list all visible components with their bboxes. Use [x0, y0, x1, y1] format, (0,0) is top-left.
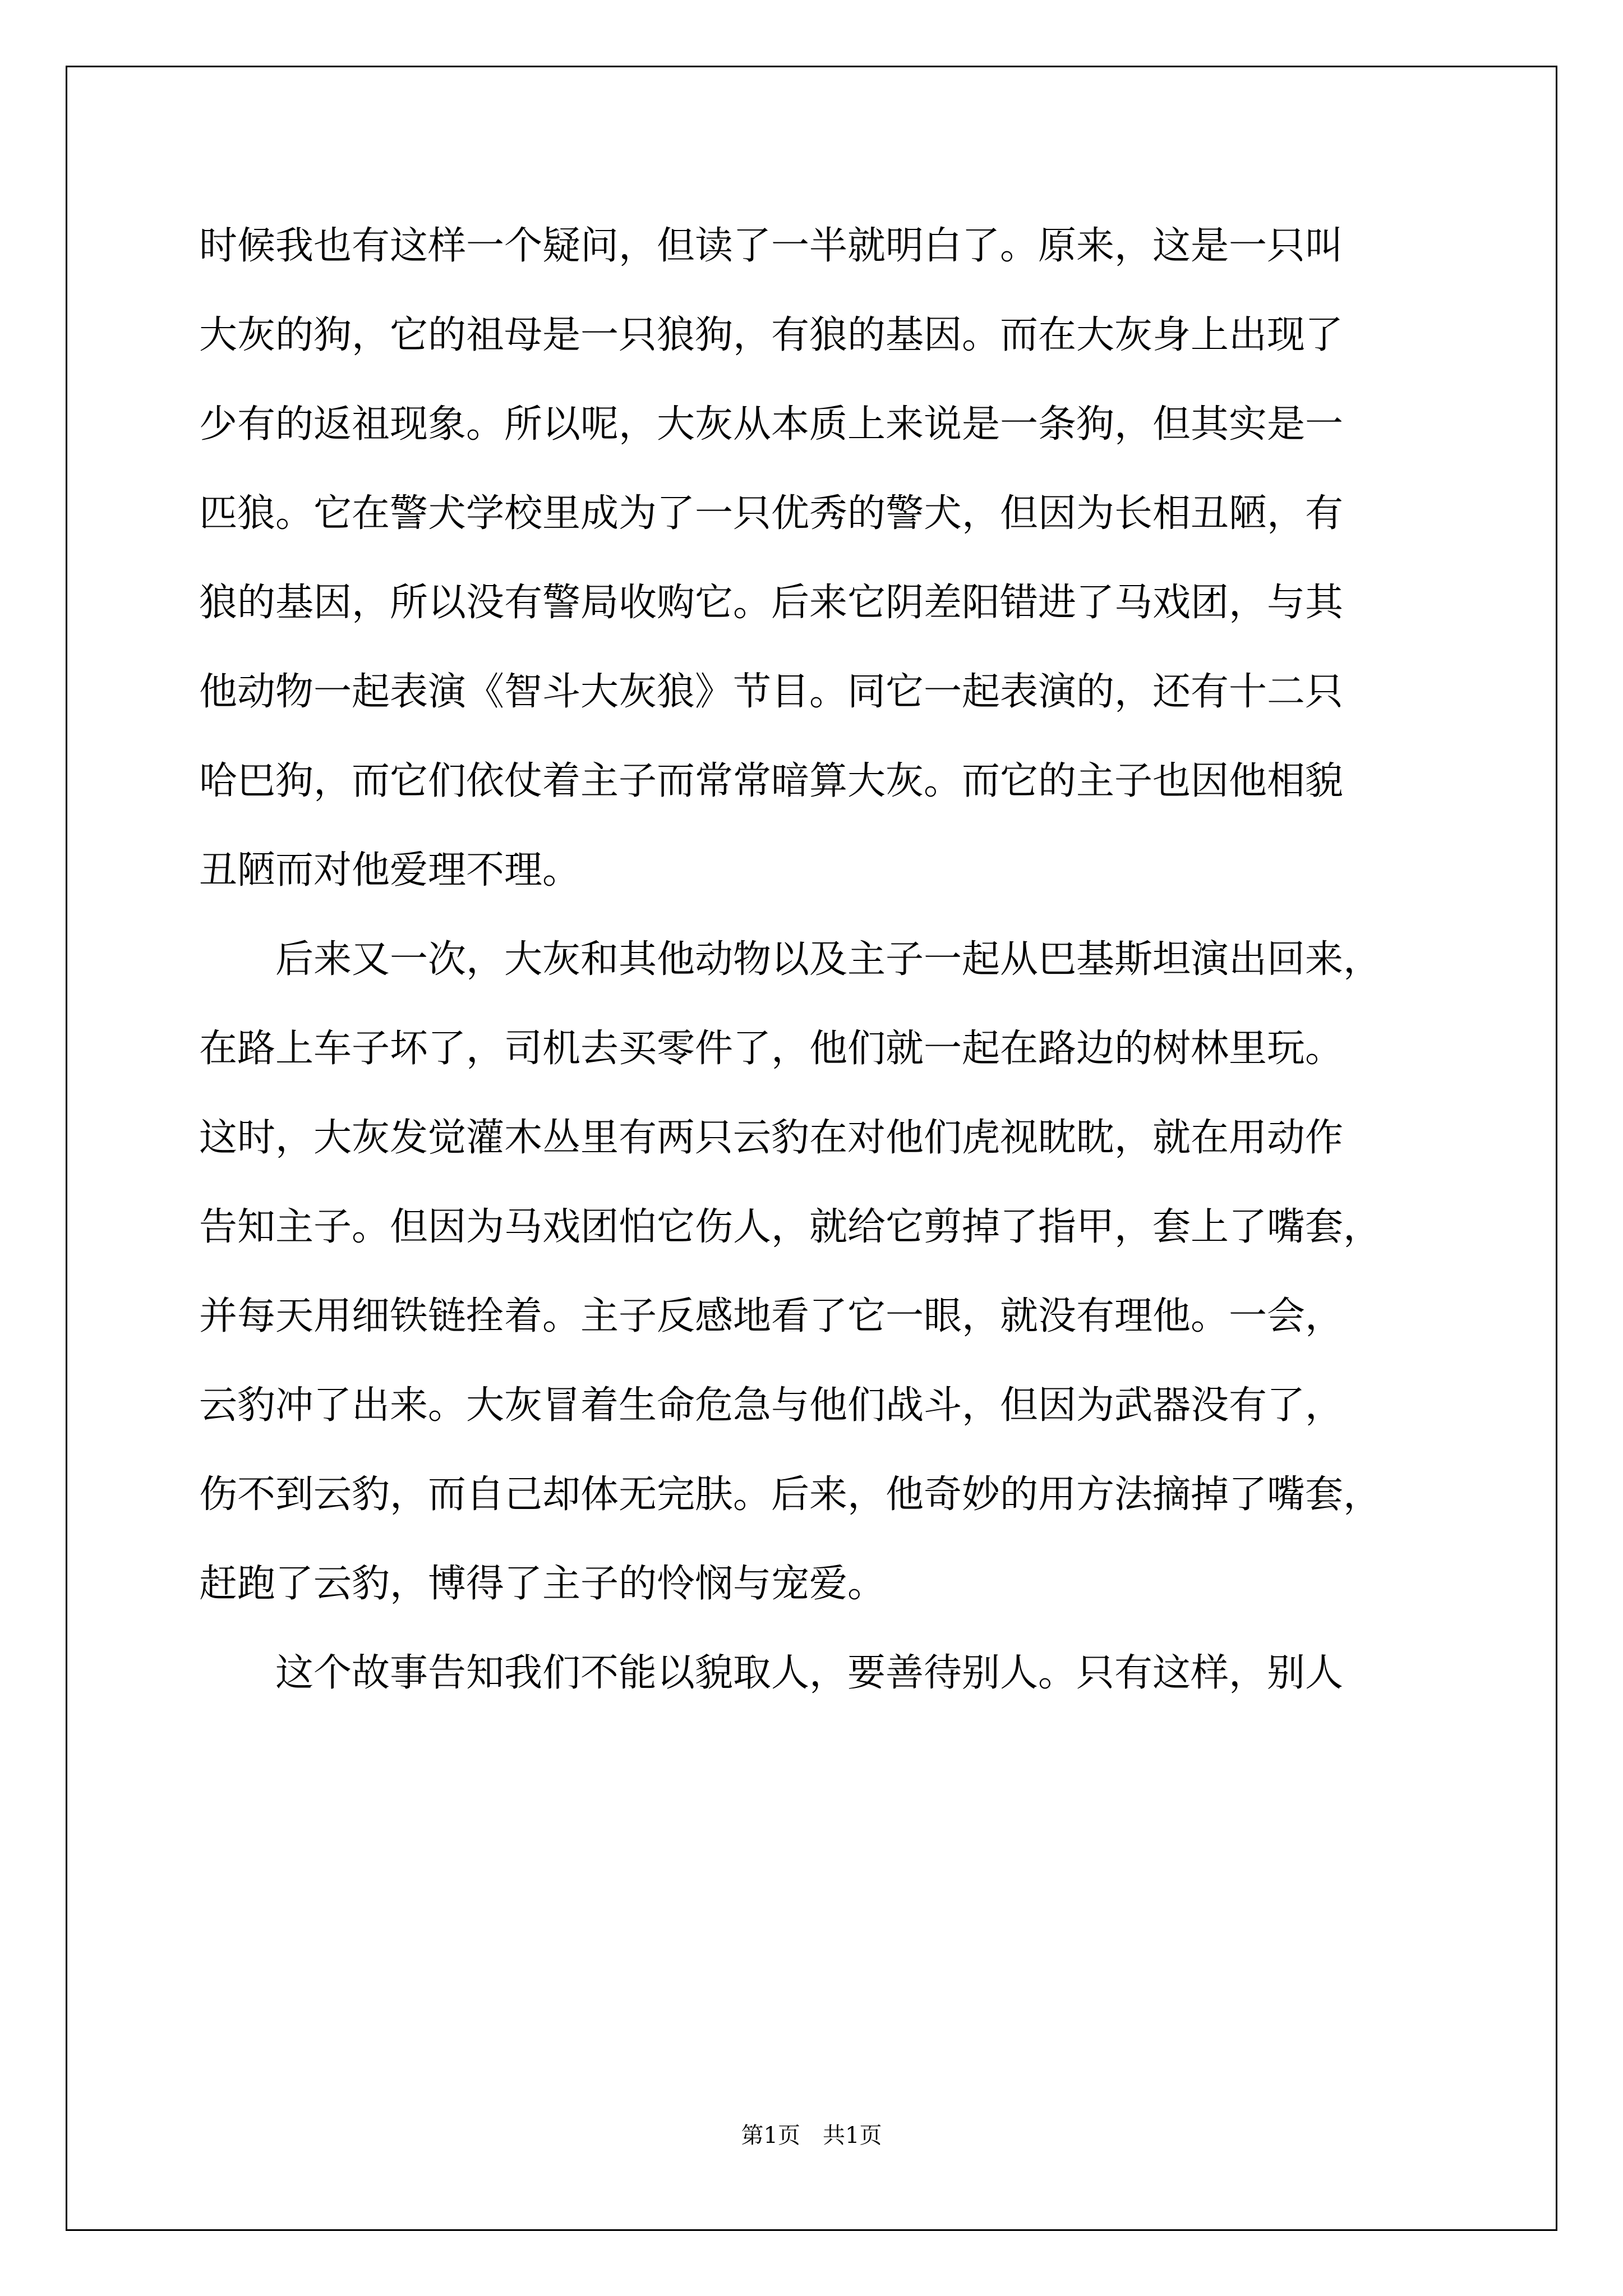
page-number-footer: 第1页 共1页 [741, 2123, 882, 2148]
text-line: 这时，大灰发觉灌木丛里有两只云豹在对他们虎视眈眈，就在用动作 [199, 1116, 1344, 1160]
text-line: 并每天用细铁链拴着。主子反感地看了它一眼，就没有理他。一会， [199, 1294, 1344, 1338]
text-line: 丑陋而对他爱理不理。 [199, 848, 581, 892]
text-line: 匹狼。它在警犬学校里成为了一只优秀的警犬，但因为长相丑陋，有 [199, 491, 1344, 536]
text-line: 时候我也有这样一个疑问，但读了一半就明白了。原来，这是一只叫 [199, 224, 1344, 268]
text-line: 伤不到云豹，而自己却体无完肤。后来，他奇妙的用方法摘掉了嘴套， [199, 1473, 1382, 1517]
text-line: 这个故事告知我们不能以貌取人，要善待别人。只有这样，别人 [199, 1651, 1344, 1695]
text-line: 告知主子。但因为马戏团怕它伤人，就给它剪掉了指甲，套上了嘴套， [199, 1205, 1382, 1249]
text-line: 狼的基因，所以没有警局收购它。后来它阴差阳错进了马戏团，与其 [199, 581, 1344, 625]
text-line: 赶跑了云豹，博得了主子的怜悯与宠爱。 [199, 1562, 886, 1606]
text-line: 哈巴狗，而它们依仗着主子而常常暗算大灰。而它的主子也因他相貌 [199, 759, 1344, 803]
text-line: 大灰的狗，它的祖母是一只狼狗，有狼的基因。而在大灰身上出现了 [199, 313, 1344, 357]
text-line: 云豹冲了出来。大灰冒着生命危急与他们战斗，但因为武器没有了， [199, 1383, 1344, 1428]
text-line: 少有的返祖现象。所以呢，大灰从本质上来说是一条狗，但其实是一 [199, 402, 1344, 447]
text-line: 在路上车子坏了，司机去买零件了，他们就一起在路边的树林里玩。 [199, 1027, 1344, 1071]
text-line: 他动物一起表演《智斗大灰狼》节目。同它一起表演的，还有十二只 [199, 670, 1344, 714]
text-line: 后来又一次，大灰和其他动物以及主子一起从巴基斯坦演出回来， [199, 937, 1382, 982]
